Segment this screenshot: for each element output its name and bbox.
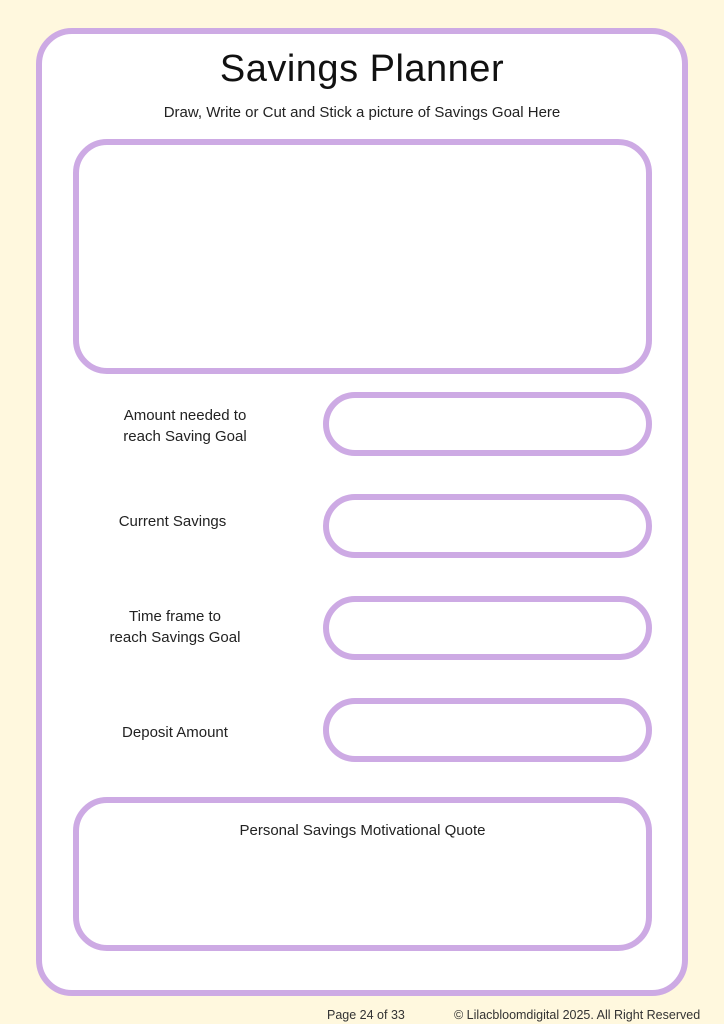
amount-needed-label: Amount needed to reach Saving Goal: [123, 407, 247, 445]
motivational-quote-label: Personal Savings Motivational Quote: [239, 822, 486, 839]
current-savings-field[interactable]: [323, 494, 652, 558]
motivational-quote-area[interactable]: [73, 797, 652, 951]
page-title: Savings Planner: [219, 48, 505, 90]
deposit-amount-field[interactable]: [323, 698, 652, 762]
page-number: Page 24 of 33: [327, 1008, 405, 1022]
current-savings-label: Current Savings: [118, 513, 227, 530]
time-frame-label: Time frame to reach Savings Goal: [109, 608, 241, 646]
amount-needed-field[interactable]: [323, 392, 652, 456]
copyright-notice: © Lilacbloomdigital 2025. All Right Reserved: [454, 1008, 701, 1022]
page-subtitle: Draw, Write or Cut and Stick a picture of Savings Goal Here: [163, 104, 561, 121]
savings-goal-picture-area[interactable]: [73, 139, 652, 374]
deposit-amount-label: Deposit Amount: [122, 724, 228, 741]
time-frame-field[interactable]: [323, 596, 652, 660]
